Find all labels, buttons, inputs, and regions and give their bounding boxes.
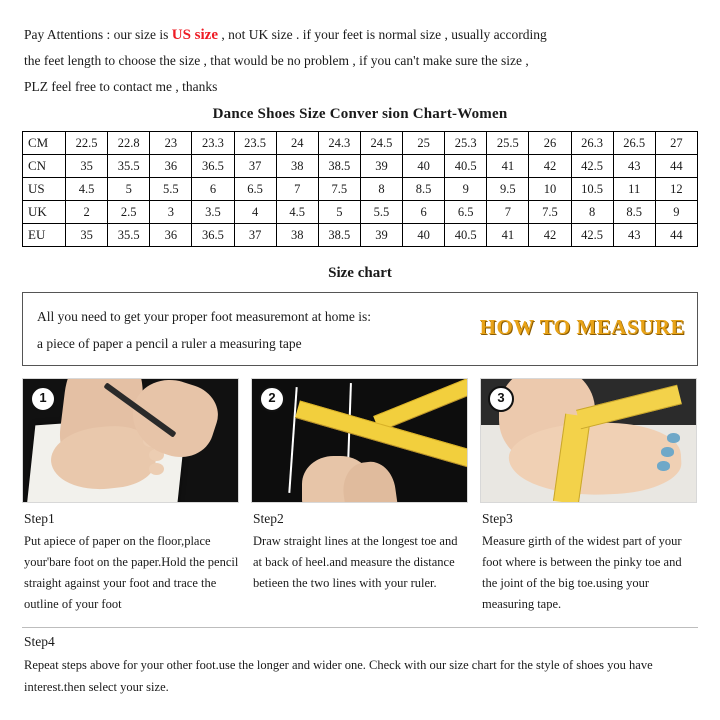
cell: 2.5 <box>108 201 150 224</box>
table-row <box>23 224 698 247</box>
row-label: US <box>23 178 66 201</box>
cell: 8.5 <box>403 178 445 201</box>
cell: 36 <box>150 224 192 247</box>
intro-paragraph <box>24 22 698 100</box>
step-1 <box>22 378 239 615</box>
intro-line1-part2: , not UK size . if your feet is normal size , usually according <box>218 27 547 42</box>
cell: 40.5 <box>445 155 487 178</box>
cell: 26.3 <box>571 132 613 155</box>
cell: 35 <box>66 224 108 247</box>
cell: 37 <box>234 224 276 247</box>
cell: 38 <box>276 155 318 178</box>
step-3-photo <box>480 378 697 503</box>
cell: 25.3 <box>445 132 487 155</box>
cell: 5.5 <box>150 178 192 201</box>
cell: 25.5 <box>487 132 529 155</box>
intro-line2: the feet length to choose the size , that would be no problem , if you can't make sure the size , <box>24 53 529 68</box>
cell: 42.5 <box>571 224 613 247</box>
row-label: CM <box>23 132 66 155</box>
cell: 38 <box>276 224 318 247</box>
cell: 44 <box>655 155 697 178</box>
cell: 41 <box>487 224 529 247</box>
cell: 9 <box>445 178 487 201</box>
step-2-label: Step2 <box>253 511 284 526</box>
cell: 42 <box>529 224 571 247</box>
table-row <box>23 132 698 155</box>
cell: 12 <box>655 178 697 201</box>
cell: 7 <box>487 201 529 224</box>
cell: 7 <box>276 178 318 201</box>
toenail-shape <box>661 447 674 457</box>
cell: 5 <box>108 178 150 201</box>
cell: 38.5 <box>318 155 360 178</box>
cell: 23 <box>150 132 192 155</box>
step-1-text: Put apiece of paper on the floor,place your'bare foot on the paper.Hold the pencil straight against your foot and trace the outline of your foot <box>24 534 239 611</box>
step-1-photo <box>22 378 239 503</box>
cell: 4 <box>234 201 276 224</box>
cell: 35.5 <box>108 155 150 178</box>
cell: 26.5 <box>613 132 655 155</box>
step-2-badge: 2 <box>259 386 285 412</box>
cell: 44 <box>655 224 697 247</box>
step-3 <box>480 378 697 615</box>
measuring-tape <box>373 378 468 432</box>
cell: 22.5 <box>66 132 108 155</box>
cell: 4.5 <box>276 201 318 224</box>
intro-line1-part1: Pay Attentions : our size is <box>24 27 172 42</box>
cell: 42.5 <box>571 155 613 178</box>
cell: 23.3 <box>192 132 234 155</box>
cell: 9 <box>655 201 697 224</box>
cell: 27 <box>655 132 697 155</box>
cell: 24.5 <box>360 132 402 155</box>
cell: 43 <box>613 224 655 247</box>
cell: 6.5 <box>445 201 487 224</box>
table-row <box>23 178 698 201</box>
how-to-measure-title: HOW TO MEASURE <box>479 315 685 339</box>
intro-line3: PLZ feel free to contact me , thanks <box>24 79 218 94</box>
steps-row <box>22 378 698 615</box>
cell: 38.5 <box>318 224 360 247</box>
cell: 2 <box>66 201 108 224</box>
toenail-shape <box>657 461 670 471</box>
toe-shape <box>149 463 164 475</box>
cell: 7.5 <box>529 201 571 224</box>
toenail-shape <box>667 433 680 443</box>
table-row <box>23 155 698 178</box>
cell: 8 <box>571 201 613 224</box>
cell: 40 <box>403 224 445 247</box>
cell: 37 <box>234 155 276 178</box>
cell: 40.5 <box>445 224 487 247</box>
table-row <box>23 201 698 224</box>
cell: 10 <box>529 178 571 201</box>
step-1-badge: 1 <box>30 386 56 412</box>
cell: 35.5 <box>108 224 150 247</box>
cell: 24 <box>276 132 318 155</box>
cell: 4.5 <box>66 178 108 201</box>
step-2-photo <box>251 378 468 503</box>
cell: 3 <box>150 201 192 224</box>
cell: 42 <box>529 155 571 178</box>
cell: 36 <box>150 155 192 178</box>
cell: 5.5 <box>360 201 402 224</box>
row-label: CN <box>23 155 66 178</box>
cell: 43 <box>613 155 655 178</box>
row-label: UK <box>23 201 66 224</box>
step-2-text: Draw straight lines at the longest toe and at back of heel.and measure the distance betieen the two lines with your ruler. <box>253 534 458 590</box>
measure-line-2: a piece of paper a pencil a ruler a measuring tape <box>37 336 302 351</box>
step-4-text: Repeat steps above for your other foot.use the longer and wider one. Check with our size chart for the style of shoes you have interest.then select your size. <box>24 658 653 694</box>
step-4-label: Step4 <box>24 634 55 649</box>
cell: 39 <box>360 155 402 178</box>
cell: 5 <box>318 201 360 224</box>
cell: 40 <box>403 155 445 178</box>
cell: 7.5 <box>318 178 360 201</box>
cell: 6 <box>192 178 234 201</box>
cell: 26 <box>529 132 571 155</box>
size-conversion-table <box>22 131 698 247</box>
measure-line-1: All you need to get your proper foot measuremont at home is: <box>37 309 372 324</box>
cell: 35 <box>66 155 108 178</box>
cell: 3.5 <box>192 201 234 224</box>
step-4 <box>22 627 698 698</box>
cell: 8.5 <box>613 201 655 224</box>
step-1-label: Step1 <box>24 511 55 526</box>
step-3-label: Step3 <box>482 511 513 526</box>
cell: 11 <box>613 178 655 201</box>
cell: 36.5 <box>192 155 234 178</box>
us-size-highlight: US size <box>171 27 218 43</box>
cell: 41 <box>487 155 529 178</box>
size-chart-heading: Size chart <box>328 265 392 281</box>
guide-line <box>288 387 297 493</box>
cell: 8 <box>360 178 402 201</box>
table-title: Dance Shoes Size Conver sion Chart-Women <box>212 106 508 122</box>
cell: 22.8 <box>108 132 150 155</box>
row-label: EU <box>23 224 66 247</box>
cell: 6 <box>403 201 445 224</box>
cell: 9.5 <box>487 178 529 201</box>
cell: 39 <box>360 224 402 247</box>
step-3-text: Measure girth of the widest part of your foot where is between the pinky toe and the joint of the big toe.using your measuring tape. <box>482 534 682 611</box>
step-3-badge: 3 <box>488 386 514 412</box>
cell: 6.5 <box>234 178 276 201</box>
cell: 36.5 <box>192 224 234 247</box>
cell: 24.3 <box>318 132 360 155</box>
cell: 10.5 <box>571 178 613 201</box>
measure-intro-box <box>22 292 698 366</box>
step-2 <box>251 378 468 615</box>
cell: 23.5 <box>234 132 276 155</box>
cell: 25 <box>403 132 445 155</box>
